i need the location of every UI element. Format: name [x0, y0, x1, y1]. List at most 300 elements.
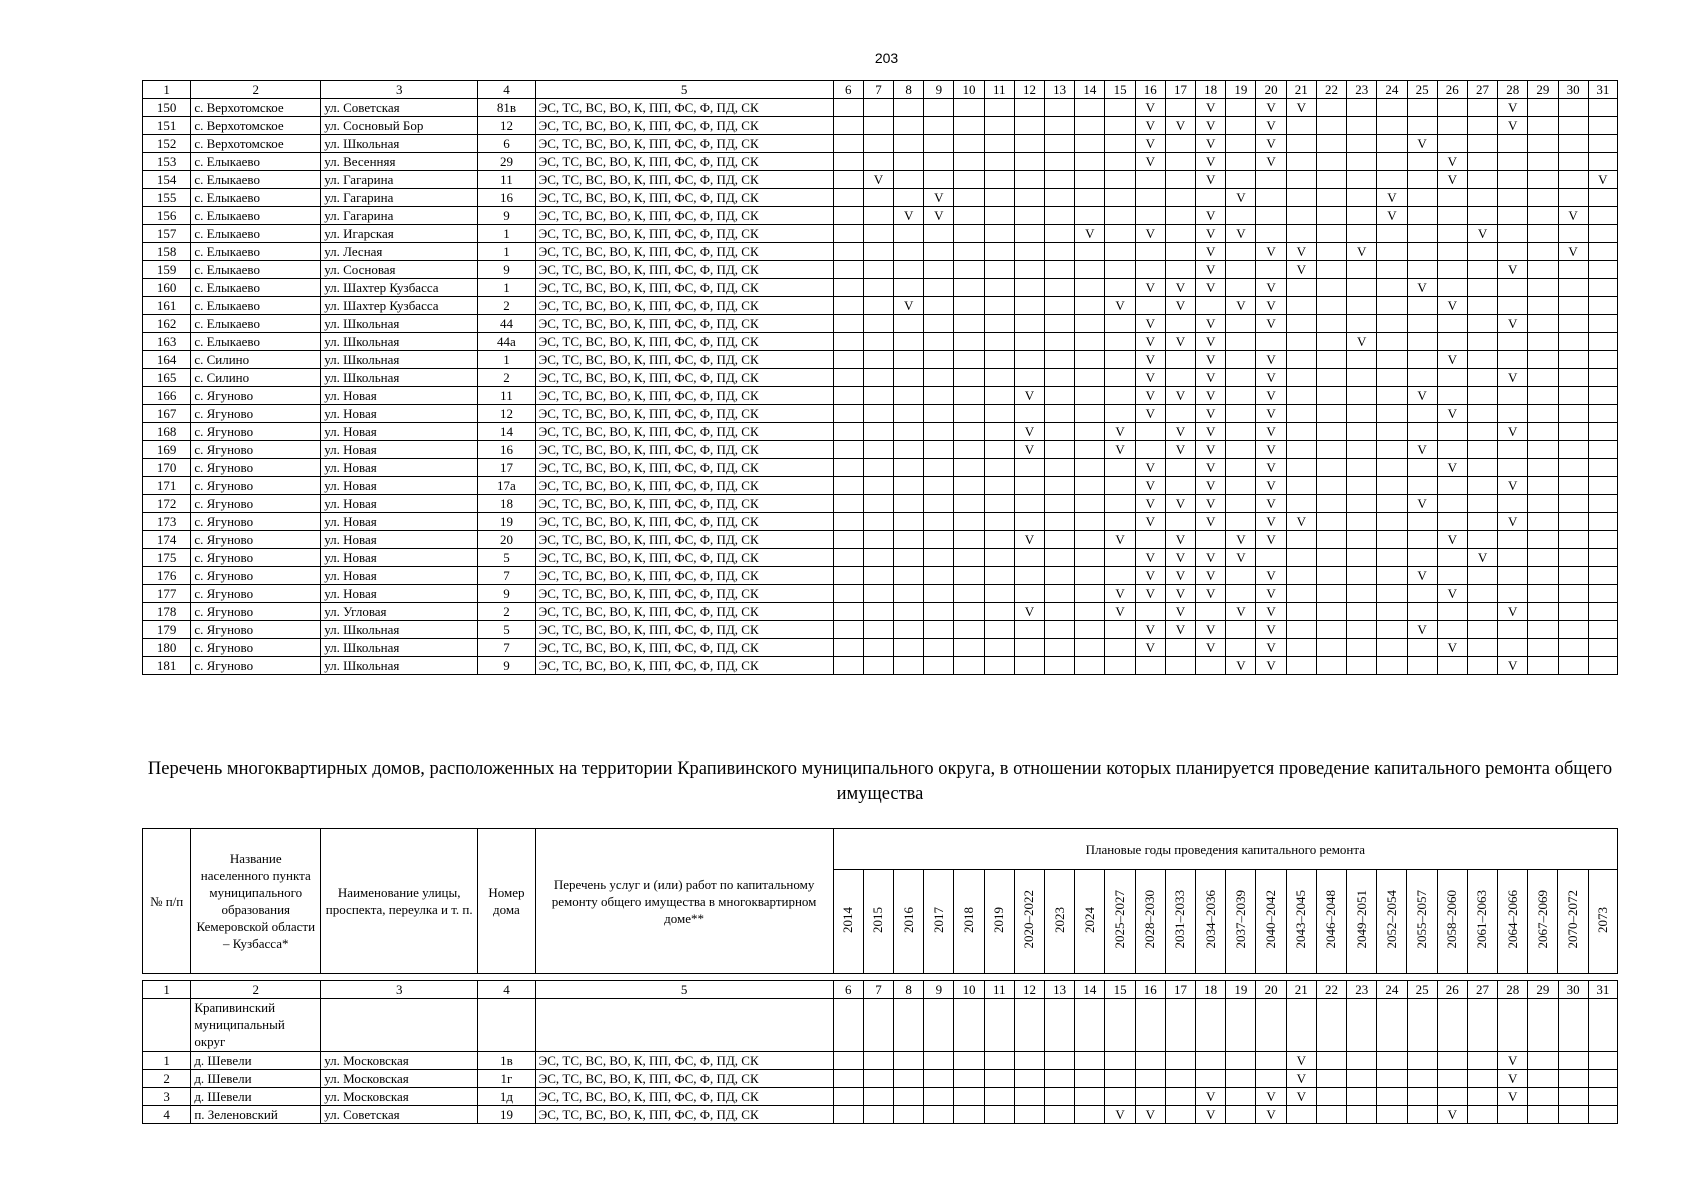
year-cell — [894, 117, 924, 135]
year-mark: V — [1437, 297, 1467, 315]
column-number: 13 — [1045, 81, 1075, 99]
year-cell — [1407, 153, 1437, 171]
table-row — [143, 387, 1618, 405]
year-cell — [1377, 639, 1407, 657]
year-cell — [924, 135, 954, 153]
services-cell: ЭС, ТС, ВС, ВО, К, ПП, ФС, Ф, ПД, СК — [535, 369, 833, 387]
district-name: Крапивинский муниципальный округ — [191, 999, 321, 1052]
year-header-cell — [1558, 870, 1588, 974]
year-cell — [1377, 423, 1407, 441]
year-cell — [1226, 405, 1256, 423]
settlement-cell: с. Ягуново — [191, 567, 321, 585]
year-cell — [894, 405, 924, 423]
year-mark: V — [1498, 315, 1528, 333]
services-cell: ЭС, ТС, ВС, ВО, К, ПП, ФС, Ф, ПД, СК — [535, 513, 833, 531]
year-cell — [863, 531, 893, 549]
year-mark: V — [1256, 1106, 1286, 1124]
table-row — [143, 621, 1618, 639]
column-number-row — [143, 981, 1618, 999]
year-cell — [1437, 99, 1467, 117]
table-row — [143, 603, 1618, 621]
year-cell — [1045, 1106, 1075, 1124]
column-number: 11 — [984, 981, 1014, 999]
year-cell — [1588, 567, 1617, 585]
year-mark: V — [1196, 621, 1226, 639]
year-mark: V — [1498, 423, 1528, 441]
year-cell — [1045, 207, 1075, 225]
column-number: 28 — [1498, 981, 1528, 999]
year-cell — [1105, 495, 1135, 513]
district-row-cell — [1558, 999, 1588, 1052]
year-mark: V — [1196, 1088, 1226, 1106]
year-cell — [1437, 657, 1467, 675]
year-cell — [1045, 117, 1075, 135]
settlement-cell: с. Елыкаево — [191, 243, 321, 261]
year-cell — [1377, 621, 1407, 639]
year-cell — [1467, 495, 1497, 513]
year-cell — [1377, 495, 1407, 513]
services-cell: ЭС, ТС, ВС, ВО, К, ПП, ФС, Ф, ПД, СК — [535, 423, 833, 441]
year-cell — [1226, 261, 1256, 279]
house-number-cell: 1 — [478, 279, 535, 297]
year-cell — [894, 315, 924, 333]
services-cell: ЭС, ТС, ВС, ВО, К, ПП, ФС, Ф, ПД, СК — [535, 135, 833, 153]
year-cell — [954, 171, 984, 189]
year-cell — [924, 351, 954, 369]
year-mark: V — [1437, 405, 1467, 423]
column-number: 29 — [1528, 981, 1558, 999]
year-cell — [1347, 495, 1377, 513]
year-cell — [1014, 549, 1044, 567]
year-cell — [1407, 1106, 1437, 1124]
year-cell — [1075, 423, 1105, 441]
table-row — [143, 153, 1618, 171]
year-cell — [1528, 153, 1558, 171]
year-cell — [1528, 387, 1558, 405]
year-cell — [954, 333, 984, 351]
year-header-label: 2024 — [1081, 906, 1097, 933]
year-mark: V — [1437, 639, 1467, 657]
year-mark: V — [924, 207, 954, 225]
services-cell: ЭС, ТС, ВС, ВО, К, ПП, ФС, Ф, ПД, СК — [535, 261, 833, 279]
year-cell — [833, 171, 863, 189]
year-cell — [1558, 153, 1588, 171]
year-cell — [984, 1070, 1014, 1088]
column-number: 16 — [1135, 81, 1165, 99]
year-cell — [1528, 171, 1558, 189]
street-cell: ул. Советская — [321, 99, 478, 117]
district-row-cell — [1135, 999, 1165, 1052]
year-cell — [954, 351, 984, 369]
year-mark: V — [1135, 225, 1165, 243]
year-cell — [1347, 261, 1377, 279]
year-cell — [954, 225, 984, 243]
year-mark: V — [1196, 333, 1226, 351]
year-header-cell — [1014, 870, 1044, 974]
settlement-cell: с. Ягуново — [191, 405, 321, 423]
year-cell — [1467, 333, 1497, 351]
year-cell — [1347, 657, 1377, 675]
year-cell — [924, 1070, 954, 1088]
year-cell — [833, 135, 863, 153]
year-cell — [1467, 621, 1497, 639]
services-cell: ЭС, ТС, ВС, ВО, К, ПП, ФС, Ф, ПД, СК — [535, 225, 833, 243]
year-mark: V — [1135, 153, 1165, 171]
year-header-label: 2061–2063 — [1474, 890, 1490, 949]
row-number: 179 — [143, 621, 191, 639]
year-header-label: 2058–2060 — [1444, 890, 1460, 949]
column-number: 13 — [1045, 981, 1075, 999]
year-mark: V — [1498, 261, 1528, 279]
year-cell — [1135, 603, 1165, 621]
row-number: 180 — [143, 639, 191, 657]
year-cell — [1014, 1070, 1044, 1088]
settlement-cell: с. Елыкаево — [191, 189, 321, 207]
year-cell — [1467, 135, 1497, 153]
year-cell — [1075, 333, 1105, 351]
street-cell: ул. Сосновый Бор — [321, 117, 478, 135]
year-cell — [1286, 621, 1316, 639]
street-cell: ул. Школьная — [321, 315, 478, 333]
year-cell — [1588, 1088, 1617, 1106]
year-mark: V — [1135, 333, 1165, 351]
year-mark: V — [1286, 513, 1316, 531]
year-cell — [1165, 99, 1195, 117]
year-header-cell — [1498, 870, 1528, 974]
year-cell — [1014, 1106, 1044, 1124]
year-cell — [1286, 495, 1316, 513]
street-cell: ул. Новая — [321, 459, 478, 477]
year-cell — [1347, 441, 1377, 459]
year-cell — [984, 495, 1014, 513]
street-cell: ул. Гагарина — [321, 171, 478, 189]
street-cell: ул. Школьная — [321, 351, 478, 369]
year-cell — [1226, 333, 1256, 351]
year-cell — [1045, 603, 1075, 621]
year-cell — [833, 297, 863, 315]
year-cell — [1407, 603, 1437, 621]
year-cell — [863, 189, 893, 207]
year-cell — [1588, 603, 1617, 621]
year-cell — [984, 459, 1014, 477]
year-cell — [1377, 441, 1407, 459]
year-mark: V — [1437, 459, 1467, 477]
year-cell — [1045, 297, 1075, 315]
street-cell: ул. Новая — [321, 567, 478, 585]
year-cell — [954, 495, 984, 513]
column-number: 21 — [1286, 981, 1316, 999]
year-cell — [984, 549, 1014, 567]
year-mark: V — [1165, 549, 1195, 567]
year-mark: V — [1196, 459, 1226, 477]
year-header-label: 2043–2045 — [1293, 890, 1309, 949]
year-cell — [1286, 207, 1316, 225]
year-cell — [1316, 567, 1346, 585]
year-cell — [1045, 351, 1075, 369]
house-number-cell: 2 — [478, 603, 535, 621]
table-row — [143, 261, 1618, 279]
year-cell — [1075, 189, 1105, 207]
year-cell — [954, 603, 984, 621]
year-cell — [863, 621, 893, 639]
year-cell — [1165, 243, 1195, 261]
year-mark: V — [1105, 423, 1135, 441]
year-cell — [1045, 243, 1075, 261]
column-number: 1 — [143, 81, 191, 99]
year-cell — [1226, 351, 1256, 369]
district-row-cell — [894, 999, 924, 1052]
table-row — [143, 657, 1618, 675]
year-cell — [1165, 657, 1195, 675]
year-cell — [1226, 1070, 1256, 1088]
year-cell — [1105, 99, 1135, 117]
house-number-cell: 5 — [478, 549, 535, 567]
year-cell — [1045, 657, 1075, 675]
year-cell — [863, 1052, 893, 1070]
year-cell — [863, 297, 893, 315]
settlement-cell: с. Елыкаево — [191, 225, 321, 243]
year-cell — [1135, 1052, 1165, 1070]
year-cell — [894, 243, 924, 261]
year-header-label: 2018 — [961, 906, 977, 933]
year-cell — [1377, 513, 1407, 531]
year-cell — [1075, 567, 1105, 585]
year-cell — [1014, 153, 1044, 171]
settlement-cell: д. Шевели — [191, 1052, 321, 1070]
year-cell — [1045, 405, 1075, 423]
year-cell — [863, 549, 893, 567]
year-header-label: 2031–2033 — [1172, 890, 1188, 949]
year-cell — [1467, 423, 1497, 441]
settlement-cell: с. Верхотомское — [191, 117, 321, 135]
year-cell — [1075, 387, 1105, 405]
year-cell — [1045, 135, 1075, 153]
column-number: 3 — [321, 981, 478, 999]
year-cell — [1165, 639, 1195, 657]
year-header-label: 2016 — [900, 906, 916, 933]
year-cell — [1528, 333, 1558, 351]
services-cell: ЭС, ТС, ВС, ВО, К, ПП, ФС, Ф, ПД, СК — [535, 477, 833, 495]
year-cell — [1075, 1052, 1105, 1070]
district-row-cell — [1407, 999, 1437, 1052]
year-cell — [1105, 117, 1135, 135]
year-cell — [1437, 189, 1467, 207]
year-cell — [1256, 1070, 1286, 1088]
column-number: 29 — [1528, 81, 1558, 99]
street-cell: ул. Школьная — [321, 621, 478, 639]
year-mark: V — [1226, 657, 1256, 675]
year-mark: V — [1256, 513, 1286, 531]
year-cell — [1286, 657, 1316, 675]
year-header-label: 2040–2042 — [1263, 890, 1279, 949]
house-number-cell: 20 — [478, 531, 535, 549]
row-number: 151 — [143, 117, 191, 135]
district-row-cell — [535, 999, 833, 1052]
year-cell — [863, 243, 893, 261]
year-header-cell — [894, 870, 924, 974]
year-cell — [1377, 261, 1407, 279]
year-cell — [863, 603, 893, 621]
year-cell — [833, 603, 863, 621]
year-cell — [894, 135, 924, 153]
year-cell — [1377, 117, 1407, 135]
year-cell — [1528, 315, 1558, 333]
year-mark: V — [1437, 153, 1467, 171]
year-mark: V — [1196, 567, 1226, 585]
year-cell — [1316, 261, 1346, 279]
year-cell — [1316, 153, 1346, 171]
street-cell: ул. Новая — [321, 423, 478, 441]
year-mark: V — [1165, 279, 1195, 297]
year-cell — [924, 639, 954, 657]
year-cell — [1045, 513, 1075, 531]
year-cell — [833, 1052, 863, 1070]
house-number-cell: 1г — [478, 1070, 535, 1088]
year-cell — [833, 549, 863, 567]
year-cell — [1075, 585, 1105, 603]
street-cell: ул. Угловая — [321, 603, 478, 621]
year-mark: V — [1256, 477, 1286, 495]
year-mark: V — [1256, 441, 1286, 459]
house-number-cell: 17 — [478, 459, 535, 477]
year-cell — [1467, 315, 1497, 333]
year-mark: V — [1588, 171, 1617, 189]
year-mark: V — [1014, 423, 1044, 441]
column-number: 31 — [1588, 981, 1617, 999]
bottom-table — [142, 980, 1618, 1124]
year-cell — [1437, 549, 1467, 567]
year-mark: V — [1256, 243, 1286, 261]
row-number: 177 — [143, 585, 191, 603]
year-cell — [1467, 1088, 1497, 1106]
year-cell — [954, 369, 984, 387]
year-mark: V — [1135, 567, 1165, 585]
year-cell — [1347, 1088, 1377, 1106]
column-number: 11 — [984, 81, 1014, 99]
year-cell — [1347, 423, 1377, 441]
settlement-cell: с. Елыкаево — [191, 297, 321, 315]
year-cell — [1316, 405, 1346, 423]
year-cell — [954, 513, 984, 531]
year-cell — [1528, 585, 1558, 603]
district-row-cell — [1347, 999, 1377, 1052]
year-mark: V — [1256, 315, 1286, 333]
year-cell — [1588, 135, 1617, 153]
year-cell — [863, 279, 893, 297]
year-cell — [1075, 1088, 1105, 1106]
house-number-cell: 2 — [478, 369, 535, 387]
year-cell — [1316, 657, 1346, 675]
year-cell — [1528, 1070, 1558, 1088]
year-cell — [1226, 153, 1256, 171]
year-cell — [924, 1088, 954, 1106]
year-cell — [984, 99, 1014, 117]
services-cell: ЭС, ТС, ВС, ВО, К, ПП, ФС, Ф, ПД, СК — [535, 99, 833, 117]
year-mark: V — [1105, 297, 1135, 315]
year-cell — [1467, 1106, 1497, 1124]
year-cell — [1105, 243, 1135, 261]
year-cell — [1377, 387, 1407, 405]
year-cell — [1588, 315, 1617, 333]
year-cell — [1347, 621, 1377, 639]
settlement-cell: с. Ягуново — [191, 585, 321, 603]
services-cell: ЭС, ТС, ВС, ВО, К, ПП, ФС, Ф, ПД, СК — [535, 1052, 833, 1070]
year-cell — [1407, 225, 1437, 243]
year-cell — [1286, 315, 1316, 333]
year-cell — [1135, 189, 1165, 207]
year-cell — [1105, 279, 1135, 297]
year-mark: V — [1256, 495, 1286, 513]
year-mark: V — [1196, 153, 1226, 171]
year-cell — [984, 567, 1014, 585]
year-cell — [1075, 261, 1105, 279]
year-mark: V — [1286, 261, 1316, 279]
year-cell — [924, 459, 954, 477]
year-cell — [833, 1106, 863, 1124]
year-mark: V — [1256, 369, 1286, 387]
column-number: 3 — [321, 81, 478, 99]
year-cell — [1105, 549, 1135, 567]
district-row-cell — [1196, 999, 1226, 1052]
year-cell — [1316, 1052, 1346, 1070]
year-mark: V — [1105, 1106, 1135, 1124]
house-number-cell: 29 — [478, 153, 535, 171]
year-cell — [1286, 477, 1316, 495]
year-cell — [1528, 603, 1558, 621]
year-cell — [1135, 531, 1165, 549]
table-row — [143, 207, 1618, 225]
district-row-cell — [321, 999, 478, 1052]
year-cell — [1377, 333, 1407, 351]
year-cell — [894, 639, 924, 657]
year-cell — [1045, 639, 1075, 657]
street-cell: ул. Гагарина — [321, 189, 478, 207]
year-cell — [1075, 621, 1105, 639]
services-cell: ЭС, ТС, ВС, ВО, К, ПП, ФС, Ф, ПД, СК — [535, 549, 833, 567]
year-cell — [1407, 207, 1437, 225]
district-row-cell — [1256, 999, 1286, 1052]
year-cell — [1105, 1052, 1135, 1070]
year-cell — [924, 117, 954, 135]
year-cell — [1014, 1088, 1044, 1106]
year-cell — [1014, 405, 1044, 423]
year-cell — [1558, 279, 1588, 297]
services-cell: ЭС, ТС, ВС, ВО, К, ПП, ФС, Ф, ПД, СК — [535, 405, 833, 423]
year-cell — [1407, 351, 1437, 369]
year-cell — [1437, 1052, 1467, 1070]
year-cell — [984, 333, 1014, 351]
column-number: 19 — [1226, 981, 1256, 999]
year-cell — [954, 189, 984, 207]
header-settlement: Название населенного пункта муниципального образования Кемеровской области – Кузбасса* — [191, 829, 321, 974]
year-mark: V — [1196, 495, 1226, 513]
table-row — [143, 405, 1618, 423]
year-cell — [1045, 495, 1075, 513]
services-cell: ЭС, ТС, ВС, ВО, К, ПП, ФС, Ф, ПД, СК — [535, 621, 833, 639]
year-cell — [1588, 99, 1617, 117]
year-cell — [1588, 423, 1617, 441]
section-title: Перечень многоквартирных домов, расположенных на территории Крапивинского муниципального округа, в отношении которых планируется проведение капитального ремонта общего имущества — [147, 759, 1613, 804]
year-cell — [924, 495, 954, 513]
year-cell — [1286, 1106, 1316, 1124]
year-cell — [863, 135, 893, 153]
year-header-cell — [1075, 870, 1105, 974]
year-mark: V — [1256, 531, 1286, 549]
year-cell — [1528, 351, 1558, 369]
year-cell — [1558, 423, 1588, 441]
services-cell: ЭС, ТС, ВС, ВО, К, ПП, ФС, Ф, ПД, СК — [535, 1070, 833, 1088]
year-cell — [1347, 603, 1377, 621]
